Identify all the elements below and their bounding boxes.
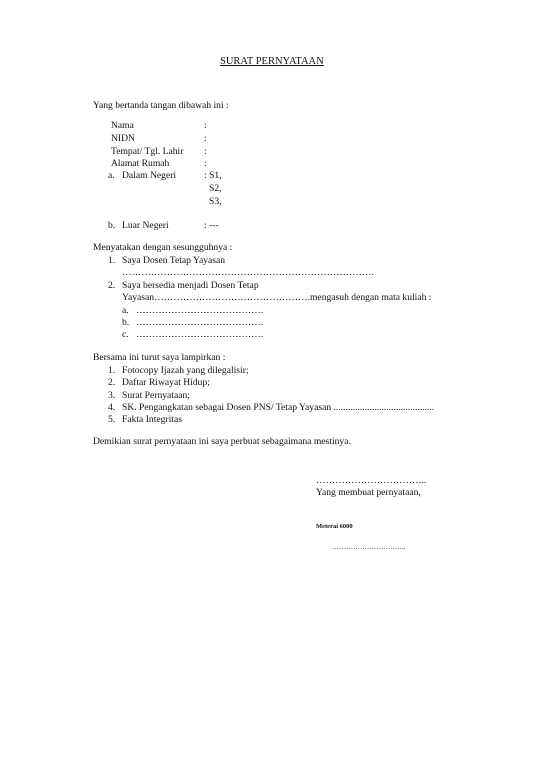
- field-luar-negeri-marker: b.: [108, 220, 116, 231]
- field-luar-negeri-value: : ---: [204, 220, 219, 231]
- attachment-2-number: 2.: [108, 377, 116, 388]
- field-ttl-label: Tempat/ Tgl. Lahir: [111, 146, 184, 157]
- statement-heading: Menyatakan dengan sesungguhnya :: [93, 242, 233, 253]
- field-nidn-label: NIDN: [111, 133, 135, 144]
- attachments-heading: Bersama ini turut saya lampirkan :: [93, 352, 226, 363]
- signature-place-date: ……………………………..: [316, 475, 427, 486]
- field-dalam-negeri-s2: S2,: [209, 183, 222, 194]
- signature-label: Yang membuat pernyataan,: [316, 487, 421, 498]
- attachment-5-text: Fakta Integritas: [122, 414, 182, 425]
- intro-text: Yang bertanda tangan dibawah ini :: [93, 100, 229, 111]
- signature-name-line: …………………………..: [332, 543, 406, 551]
- statement-1-text: Saya Dosen Tetap Yayasan: [122, 255, 226, 266]
- statement-sub-a-dots: ………………………………….: [136, 305, 264, 316]
- document-title: SURAT PERNYATAAN: [220, 56, 324, 67]
- attachment-5-number: 5.: [108, 414, 116, 425]
- field-alamat-colon: :: [204, 158, 207, 169]
- statement-1-dots: …………………………………………………………………….: [122, 267, 374, 278]
- field-luar-negeri-label: Luar Negeri: [122, 220, 169, 231]
- closing-text: Demikian surat pernyataan ini saya perbuat sebagaimana mestinya.: [93, 436, 351, 447]
- field-dalam-negeri-marker: a.: [108, 170, 115, 181]
- attachment-4-text: SK. Pengangkatan sebagai Dosen PNS/ Tetap Yayasan ..........................................: [122, 402, 435, 413]
- field-dalam-negeri-s3: S3,: [209, 196, 222, 207]
- attachment-1-text: Fotocopy Ijazah yang dilegalisir;: [122, 365, 249, 376]
- field-ttl-colon: :: [204, 146, 207, 157]
- statement-sub-c-label: c.: [122, 329, 129, 340]
- field-dalam-negeri-label: Dalam Negeri: [122, 170, 177, 181]
- field-dalam-negeri-s1: : S1,: [204, 170, 222, 181]
- field-alamat-label: Alamat Rumah: [111, 158, 170, 169]
- field-nama-colon: :: [204, 120, 207, 131]
- statement-sub-a-label: a.: [122, 305, 129, 316]
- statement-2-continuation: Yayasan………………………………………….mengasuh dengan mata kuliah :: [122, 292, 432, 303]
- attachment-3-number: 3.: [108, 390, 116, 401]
- statement-2-text: Saya bersedia menjadi Dosen Tetap: [122, 280, 259, 291]
- attachment-3-text: Surat Pernyataan;: [122, 390, 190, 401]
- attachment-2-text: Daftar Riwayat Hidup;: [122, 377, 210, 388]
- attachment-4-number: 4.: [108, 402, 116, 413]
- statement-sub-b-label: b.: [122, 317, 130, 328]
- attachment-1-number: 1.: [108, 365, 116, 376]
- statement-sub-c-dots: ………………………………….: [136, 329, 264, 340]
- meterai-label: Meterai 6000: [316, 523, 353, 530]
- statement-1-number: 1.: [108, 255, 116, 266]
- field-nama-label: Nama: [111, 120, 134, 131]
- statement-sub-b-dots: ………………………………….: [136, 317, 264, 328]
- statement-2-number: 2.: [108, 280, 116, 291]
- field-nidn-colon: :: [204, 133, 207, 144]
